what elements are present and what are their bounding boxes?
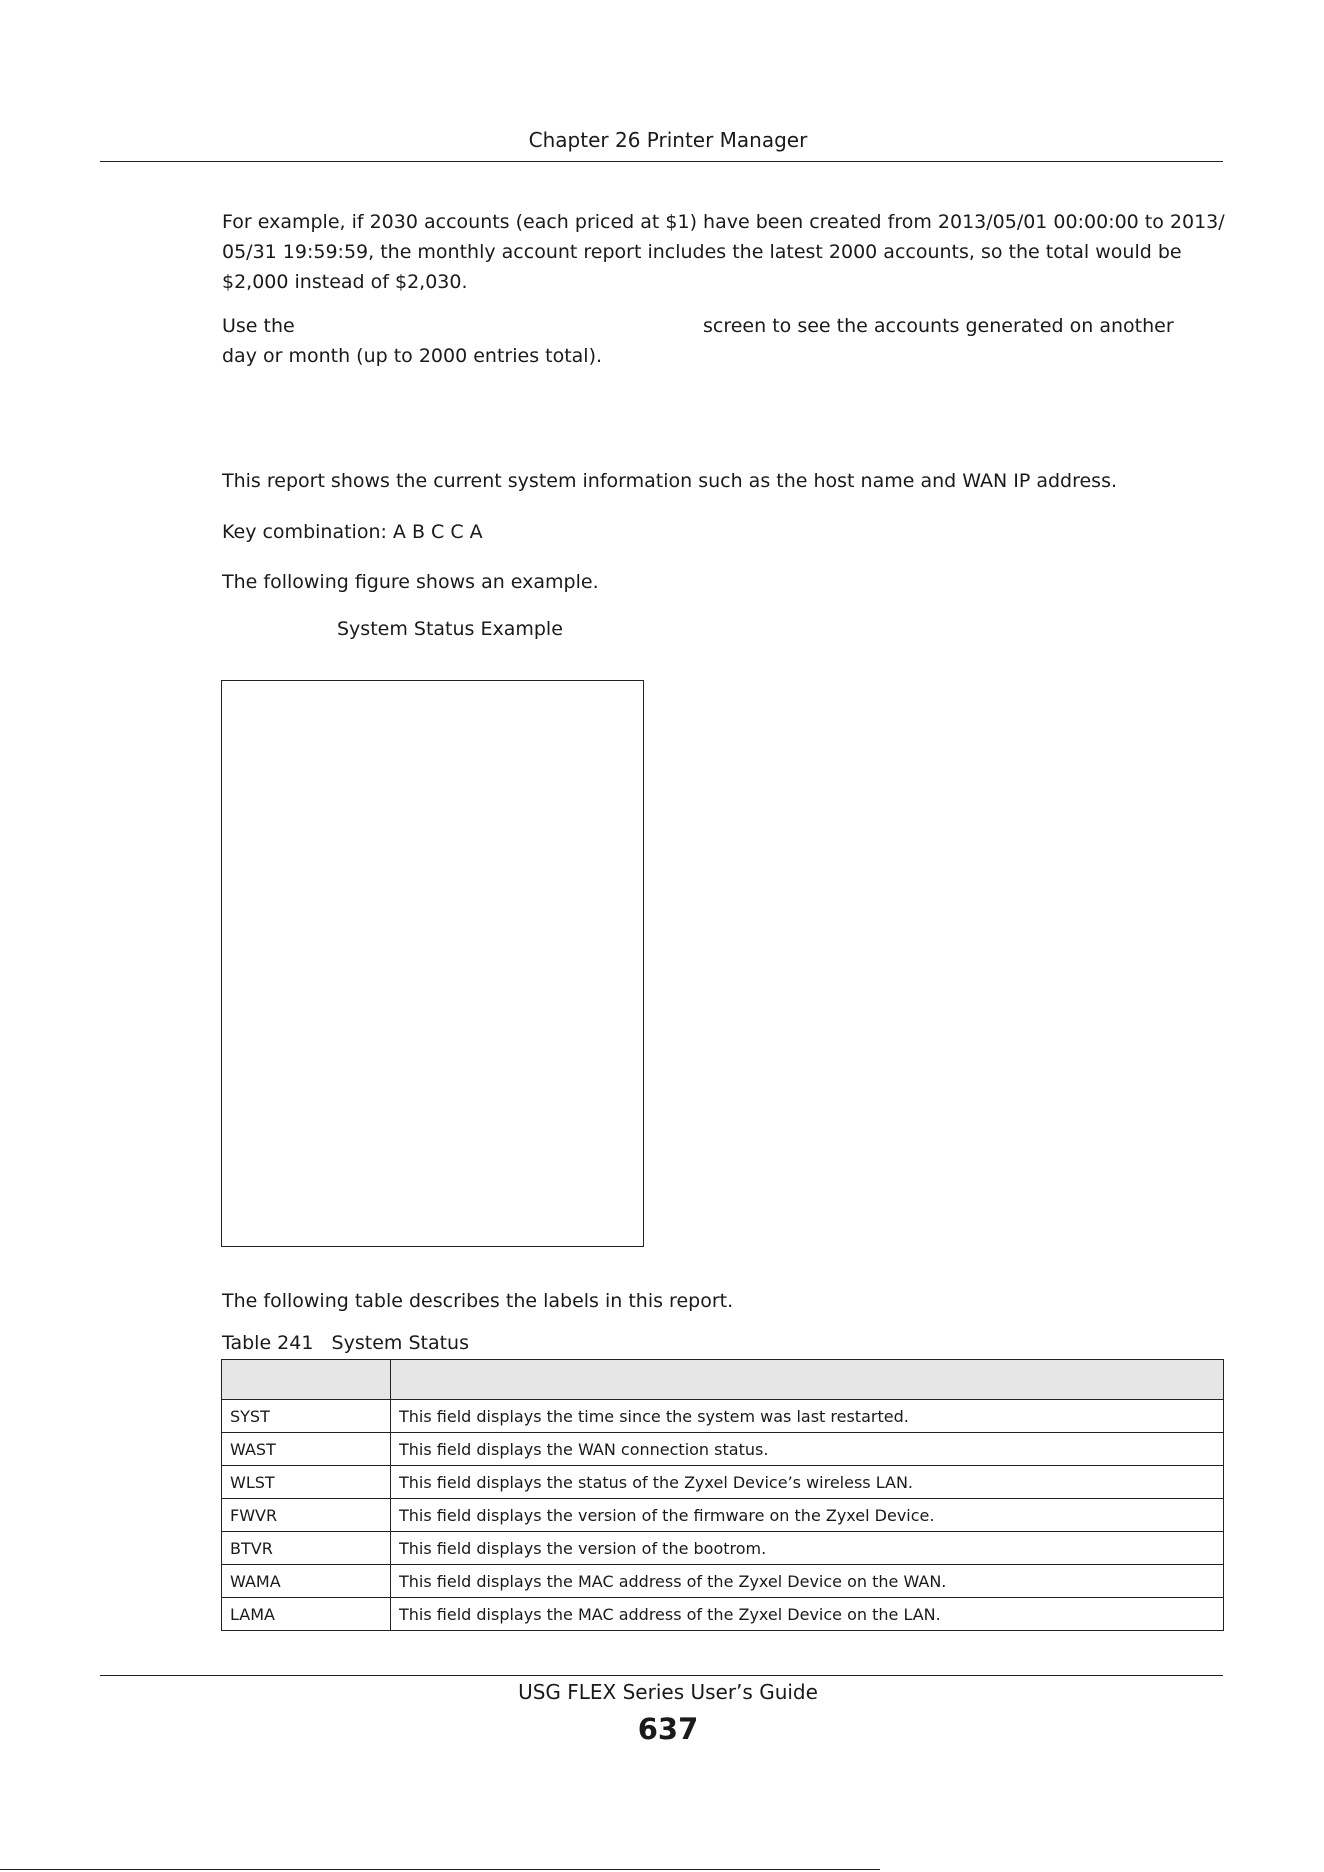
row-label: WLST — [222, 1466, 391, 1499]
table-row — [222, 1466, 1224, 1499]
example-line-1: For example, if 2030 accounts (each priced at $1) have been created from 2013/05/01 00:00:00 to 2013/ — [222, 211, 1225, 233]
row-label: BTVR — [222, 1532, 391, 1565]
row-description: This field displays the time since the system was last restarted. — [391, 1400, 1224, 1433]
row-label: SYST — [222, 1400, 391, 1433]
use-the-start: Use the — [222, 315, 295, 337]
row-description: This field displays the version of the bootrom. — [391, 1532, 1224, 1565]
use-the-end: screen to see the accounts generated on another — [703, 315, 1174, 337]
row-label: LAMA — [222, 1598, 391, 1631]
table-header-row — [222, 1360, 1224, 1400]
table-row — [222, 1400, 1224, 1433]
table-row — [222, 1598, 1224, 1631]
example-line-2: 05/31 19:59:59, the monthly account report includes the latest 2000 accounts, so the total would be — [222, 241, 1182, 263]
use-the-paragraph — [222, 311, 1232, 371]
use-the-line-2: day or month (up to 2000 entries total). — [222, 345, 603, 367]
row-description: This field displays the WAN connection status. — [391, 1433, 1224, 1466]
report-description: This report shows the current system information such as the host name and WAN IP address. — [222, 470, 1118, 492]
table-row — [222, 1499, 1224, 1532]
footer-guide-title: USG FLEX Series User’s Guide — [518, 1680, 818, 1704]
row-description: This field displays the version of the firmware on the Zyxel Device. — [391, 1499, 1224, 1532]
figure-caption: System Status Example — [337, 618, 563, 640]
table-row — [222, 1532, 1224, 1565]
row-description: This field displays the MAC address of the Zyxel Device on the LAN. — [391, 1598, 1224, 1631]
bottom-edge-rule — [0, 1869, 880, 1870]
example-line-3: $2,000 instead of $2,030. — [222, 271, 468, 293]
system-status-figure — [221, 680, 644, 1247]
row-label: WAST — [222, 1433, 391, 1466]
page-header-title: Chapter 26 Printer Manager — [528, 128, 808, 152]
system-status-table — [221, 1359, 1224, 1631]
key-combination: Key combination: A B C C A — [222, 521, 483, 543]
row-description: This field displays the status of the Zyxel Device’s wireless LAN. — [391, 1466, 1224, 1499]
table-row — [222, 1565, 1224, 1598]
table-row — [222, 1433, 1224, 1466]
table-header-description — [391, 1360, 1224, 1400]
row-description: This field displays the MAC address of the Zyxel Device on the WAN. — [391, 1565, 1224, 1598]
table-intro: The following table describes the labels in this report. — [222, 1290, 734, 1312]
example-paragraph — [222, 207, 1232, 297]
table-header-label — [222, 1360, 391, 1400]
page-number: 637 — [637, 1712, 699, 1746]
footer-rule — [100, 1675, 1223, 1676]
table-caption: Table 241 System Status — [222, 1332, 469, 1354]
row-label: FWVR — [222, 1499, 391, 1532]
figure-intro: The following figure shows an example. — [222, 571, 599, 593]
row-label: WAMA — [222, 1565, 391, 1598]
header-rule — [100, 161, 1223, 162]
